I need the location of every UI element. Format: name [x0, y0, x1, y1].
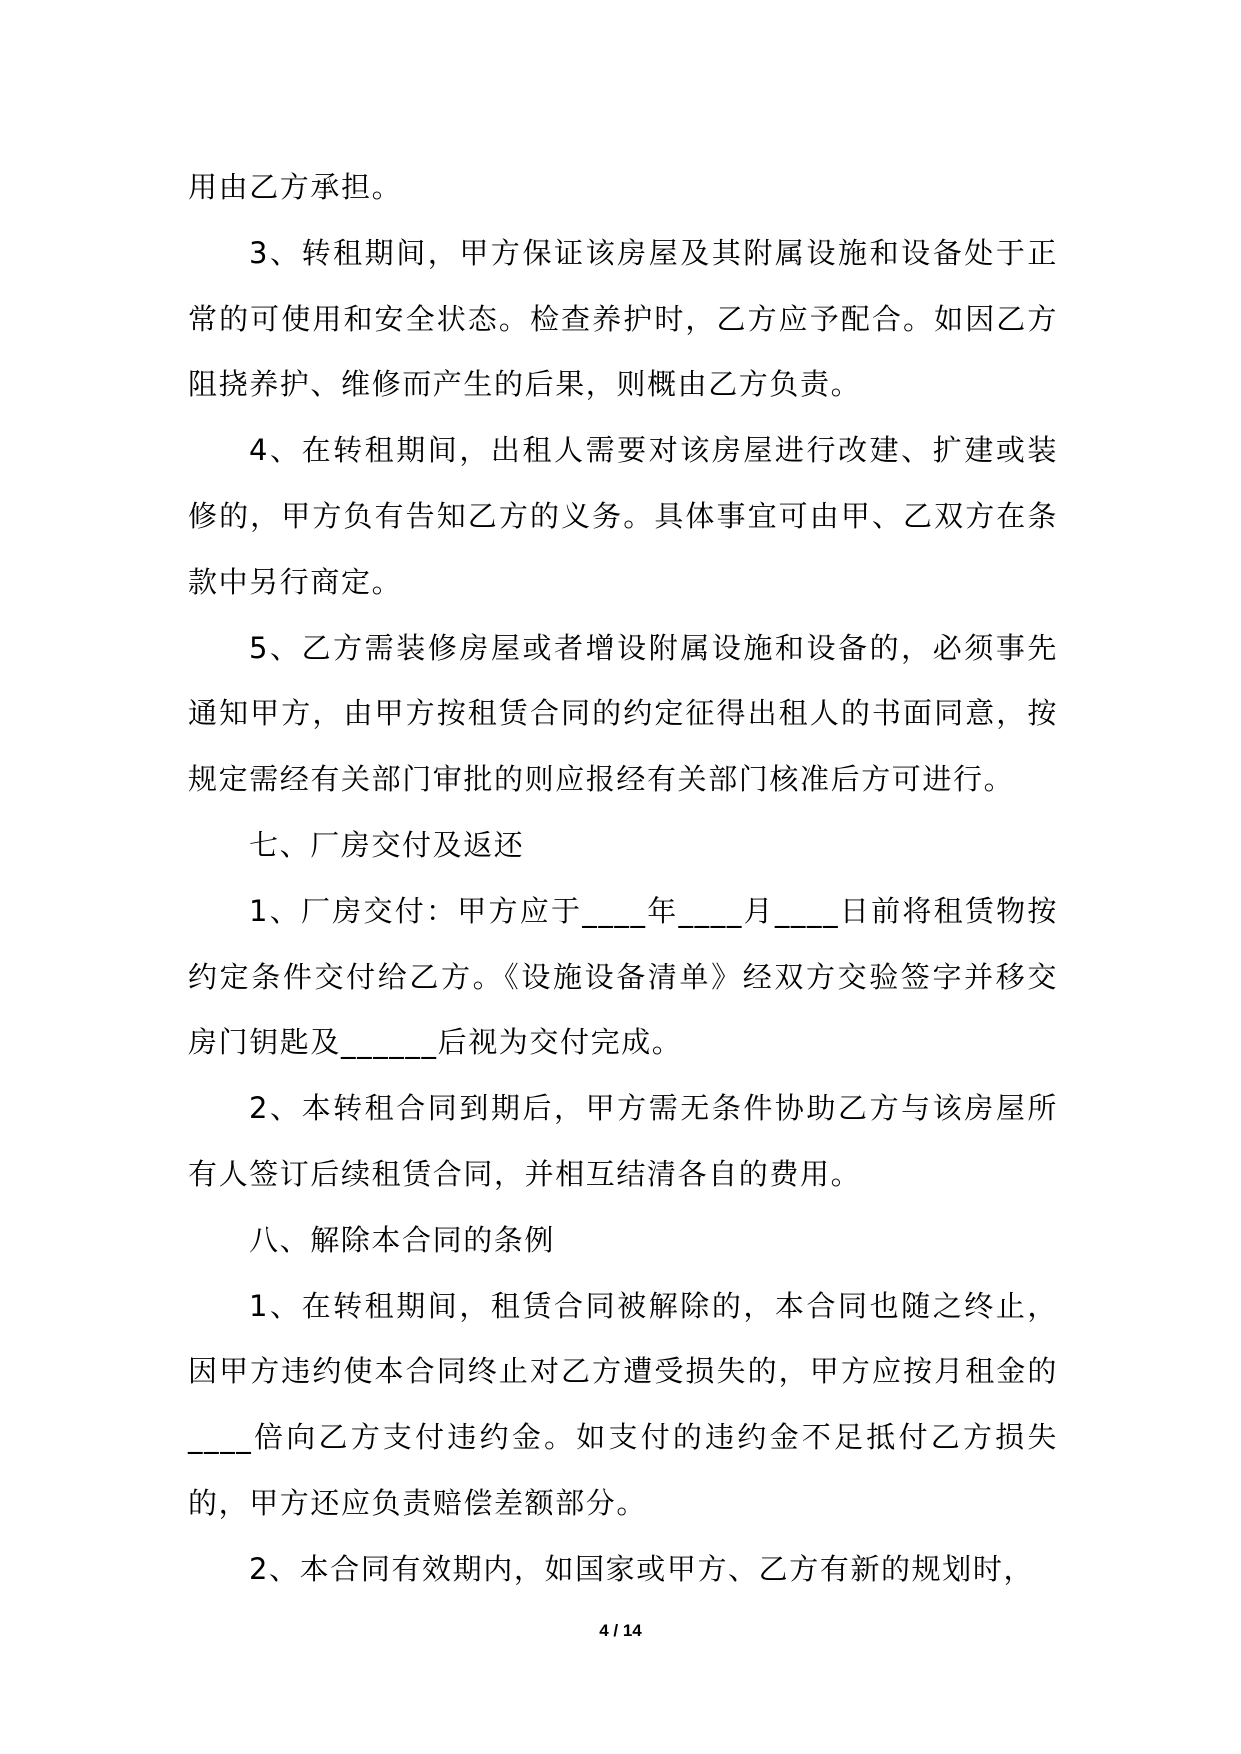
paragraph-clause-5: 5、乙方需装修房屋或者增设附属设施和设备的，必须事先通知甲方，由甲方按租赁合同的约定征得出租人的书面同意，按规定需经有关部门审批的则应报经有关部门核准后方可进行。 [188, 630, 1058, 797]
paragraph-handover-2: 2、本转租合同到期后，甲方需无条件协助乙方与该房屋所有人签订后续租赁合同，并相互结清各自的费用。 [188, 1091, 1058, 1191]
section-heading-8: 八、解除本合同的条例 [249, 1222, 556, 1257]
section-heading-7: 七、厂房交付及返还 [249, 827, 525, 862]
document-body [188, 155, 1058, 1603]
paragraph-handover-1: 1、厂房交付：甲方应于____年____月____日前将租赁物按约定条件交付给乙方。《设施设备清单》经双方交验签字并移交房门钥匙及______后视为交付完成。 [188, 893, 1058, 1060]
paragraph-continuation: 用由乙方承担。 [188, 170, 403, 204]
paragraph-termination-2: 2、本合同有效期内，如国家或甲方、乙方有新的规划时， [249, 1551, 1035, 1586]
page-number: 4 / 14 [599, 1621, 642, 1640]
paragraph-clause-4: 4、在转租期间，出租人需要对该房屋进行改建、扩建或装修的，甲方负有告知乙方的义务。具体事宜可由甲、乙双方在条款中另行商定。 [188, 433, 1058, 599]
paragraph-clause-3: 3、转租期间，甲方保证该房屋及其附属设施和设备处于正常的可使用和安全状态。检查养护时，乙方应予配合。如因乙方阻挠养护、维修而产生的后果，则概由乙方负责。 [188, 235, 1058, 402]
paragraph-termination-1: 1、在转租期间，租赁合同被解除的，本合同也随之终止，因甲方违约使本合同终止对乙方遭受损失的，甲方应按月租金的____倍向乙方支付违约金。如支付的违约金不足抵付乙方损失的，甲方还应负责赔偿差额部分。 [188, 1288, 1058, 1520]
